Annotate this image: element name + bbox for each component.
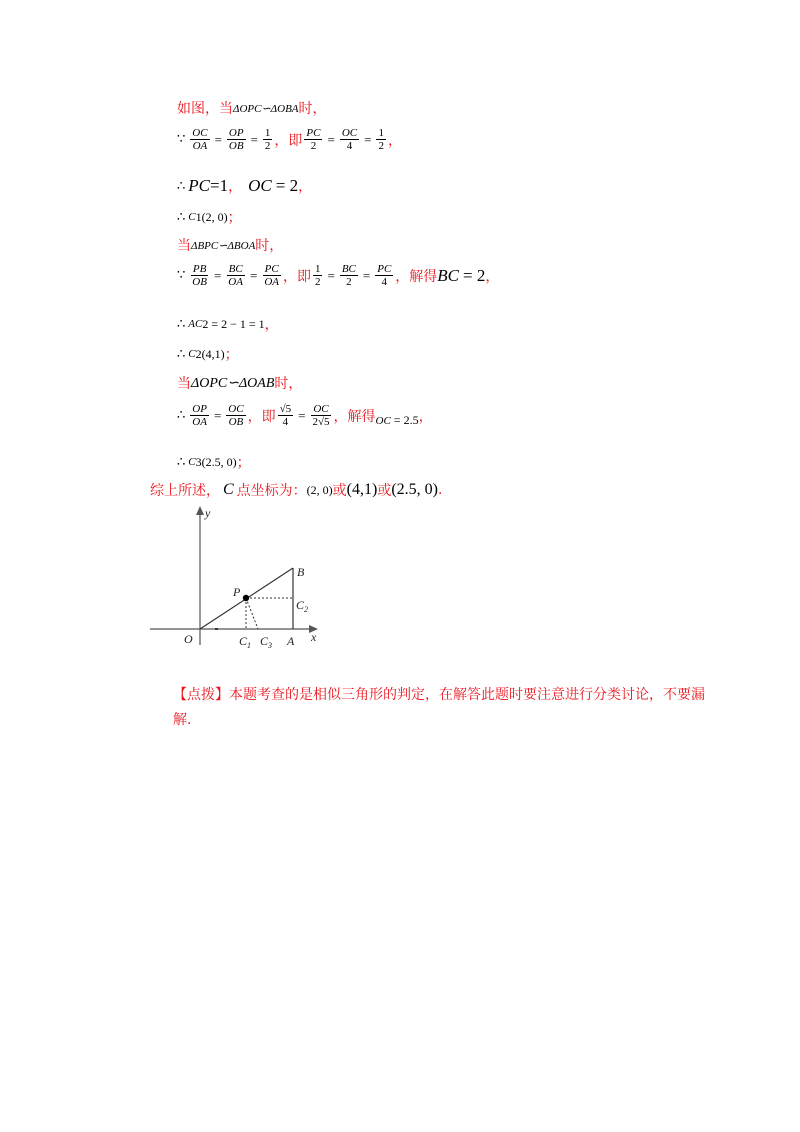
denominator: 2 bbox=[346, 276, 352, 288]
text-end: ； bbox=[224, 347, 239, 363]
fraction bbox=[226, 263, 245, 288]
therefore-symbol: ∴ bbox=[177, 316, 186, 332]
fraction bbox=[227, 127, 246, 152]
equals: = bbox=[364, 131, 372, 147]
denominator: OA bbox=[264, 276, 279, 288]
text-prefix: 如图，当 bbox=[177, 101, 233, 117]
line-case3-header bbox=[177, 373, 302, 393]
text-suffix: 时， bbox=[255, 238, 284, 254]
equals: = bbox=[250, 131, 258, 147]
text-mid: 点坐标为： bbox=[236, 483, 307, 499]
therefore-symbol: ∴ bbox=[177, 454, 186, 470]
similar-expr: ΔBPC∽ΔBOA bbox=[191, 239, 256, 252]
equals: = bbox=[213, 267, 222, 283]
label-o: O bbox=[184, 632, 193, 646]
because-symbol: ∵ bbox=[177, 268, 186, 283]
numerator: OC bbox=[313, 403, 329, 415]
similar-expr: ΔOPC∽ΔOBA bbox=[233, 102, 299, 115]
answer-point-1: (2, 0) bbox=[306, 482, 333, 497]
numerator: PC bbox=[306, 127, 321, 139]
numerator: PB bbox=[192, 263, 207, 275]
math-oc: OC bbox=[375, 414, 391, 427]
y-axis-arrow bbox=[196, 506, 204, 515]
line-case1-header bbox=[177, 98, 327, 118]
text-suffix: 时， bbox=[274, 376, 303, 392]
text-sep: ，即 bbox=[274, 132, 303, 149]
label-c1: $C_1$ bbox=[239, 634, 252, 650]
text-or: 或 bbox=[377, 483, 392, 499]
label-c2: $C_2$ bbox=[296, 598, 309, 614]
answer-point-3: (2.5, 0) bbox=[391, 481, 438, 498]
point-coord: (2.5, 0) bbox=[201, 454, 237, 469]
text-prefix: 综上所述， bbox=[150, 483, 220, 499]
math-bc: BC bbox=[437, 265, 460, 285]
line-case2-ratio bbox=[177, 263, 499, 288]
label-x: x bbox=[311, 630, 317, 644]
therefore-symbol: ∴ bbox=[177, 209, 186, 225]
denominator: OA bbox=[228, 276, 243, 288]
text-sep: ， bbox=[228, 179, 243, 195]
math-oc: OC bbox=[248, 176, 272, 195]
math-ac: AC bbox=[188, 318, 203, 330]
text-end: ， bbox=[298, 179, 313, 195]
equals: = bbox=[214, 131, 222, 147]
text-or: 或 bbox=[332, 483, 347, 499]
label-y: y bbox=[205, 506, 211, 520]
numerator: BC bbox=[228, 263, 243, 275]
numerator: BC bbox=[341, 263, 356, 275]
denominator: 2√5 bbox=[312, 416, 330, 428]
text-prefix: 当 bbox=[177, 376, 191, 392]
label-b: B bbox=[297, 565, 305, 579]
therefore-symbol: ∴ bbox=[177, 346, 186, 362]
label-a: A bbox=[287, 634, 295, 648]
point-label: C bbox=[188, 348, 196, 360]
fraction bbox=[304, 127, 322, 152]
text-end: ； bbox=[227, 210, 242, 226]
denominator: OB bbox=[228, 416, 244, 428]
math-eq: = 2 bbox=[463, 265, 486, 285]
fraction bbox=[278, 403, 294, 428]
point-coord: (2, 0) bbox=[201, 209, 228, 224]
text-sep: ，即 bbox=[282, 268, 311, 285]
point-label: C bbox=[188, 211, 196, 223]
line-case1-result bbox=[177, 176, 312, 196]
numerator: 1 bbox=[264, 127, 271, 139]
fraction bbox=[190, 263, 209, 288]
geometry-figure bbox=[145, 505, 345, 655]
point-subscript: 3 bbox=[195, 454, 202, 469]
line-case1-ratio bbox=[177, 127, 402, 152]
label-c3: $C_3$ bbox=[260, 634, 273, 650]
math-subscript: 2 bbox=[202, 316, 209, 331]
fraction bbox=[226, 403, 245, 428]
hint-text: 【点拨】本题考查的是相似三角形的判定，在解答此题时要注意进行分类讨论，不要漏解. bbox=[173, 687, 705, 728]
denominator: OB bbox=[228, 140, 244, 152]
equals: = bbox=[327, 131, 335, 147]
because-symbol: ∵ bbox=[177, 132, 186, 147]
text-solve: ，解得 bbox=[333, 408, 376, 425]
text-end: ， bbox=[264, 317, 279, 333]
numerator: PC bbox=[264, 263, 279, 275]
line-case3-ratio bbox=[177, 403, 433, 428]
text-sep: ，即 bbox=[247, 408, 276, 425]
line-case3-point bbox=[177, 452, 251, 472]
fraction bbox=[190, 403, 209, 428]
denominator: OA bbox=[192, 140, 208, 152]
text-prefix: 当 bbox=[177, 238, 191, 254]
denominator: OA bbox=[192, 416, 207, 428]
fraction bbox=[375, 263, 393, 288]
segment-pc3 bbox=[246, 598, 258, 629]
line-case1-point bbox=[177, 207, 242, 227]
text-end: ， bbox=[418, 408, 433, 425]
math-eq: =1 bbox=[210, 176, 229, 195]
numerator: OP bbox=[192, 403, 207, 415]
denominator: 4 bbox=[381, 276, 388, 288]
text-end: ， bbox=[485, 268, 500, 285]
text-end: ； bbox=[236, 455, 251, 471]
equals: = bbox=[362, 267, 371, 283]
numerator: 1 bbox=[378, 127, 384, 139]
fraction bbox=[262, 263, 281, 288]
point-subscript: 1 bbox=[195, 209, 202, 224]
point-coord: (4,1) bbox=[201, 346, 225, 361]
numerator: OC bbox=[192, 127, 208, 139]
fraction bbox=[310, 403, 331, 428]
denominator: OB bbox=[192, 276, 207, 288]
fraction bbox=[340, 263, 358, 288]
fraction bbox=[313, 263, 323, 288]
fraction bbox=[190, 127, 209, 152]
line-summary bbox=[150, 480, 442, 500]
therefore-symbol: ∴ bbox=[177, 178, 186, 194]
fraction bbox=[376, 127, 386, 152]
denominator: 2 bbox=[310, 140, 317, 152]
line-case2-header bbox=[177, 235, 283, 255]
answer-point-2: (4,1) bbox=[346, 481, 378, 498]
equals: = bbox=[213, 407, 222, 423]
label-p: P bbox=[233, 585, 241, 599]
math-c: C bbox=[223, 481, 234, 498]
equals: = bbox=[298, 407, 306, 423]
numerator: OC bbox=[228, 403, 244, 415]
line-case2-point bbox=[177, 344, 239, 364]
line-case2-ac bbox=[177, 314, 279, 334]
denominator: 4 bbox=[282, 416, 289, 428]
text-solve: ，解得 bbox=[395, 268, 438, 285]
numerator: PC bbox=[377, 263, 392, 275]
equals: = bbox=[249, 267, 258, 283]
numerator: OC bbox=[341, 127, 358, 139]
math-eq: = 2 bbox=[275, 176, 299, 195]
denominator: 2 bbox=[314, 276, 321, 288]
fraction bbox=[263, 127, 273, 152]
math-eq: = 2.5 bbox=[393, 413, 419, 427]
point-subscript: 2 bbox=[195, 346, 202, 361]
text-end: ， bbox=[387, 132, 402, 149]
point-p bbox=[243, 595, 249, 601]
numerator: OP bbox=[228, 127, 244, 139]
denominator: 4 bbox=[346, 140, 353, 152]
numerator: 1 bbox=[314, 263, 321, 275]
hint-note bbox=[145, 683, 705, 733]
similar-expr: ΔOPC∽ΔOAB bbox=[191, 375, 275, 391]
math-pc: PC bbox=[188, 176, 211, 195]
fraction bbox=[340, 127, 359, 152]
therefore-symbol: ∴ bbox=[177, 408, 186, 423]
numerator: √5 bbox=[279, 403, 292, 415]
denominator: 2 bbox=[264, 140, 271, 152]
denominator: 2 bbox=[378, 140, 384, 152]
text-suffix: 时， bbox=[298, 101, 327, 117]
equals: = bbox=[327, 267, 335, 283]
point-label: C bbox=[188, 456, 196, 468]
math-eq: = 2 − 1 = 1 bbox=[211, 316, 265, 331]
text-end: . bbox=[437, 482, 443, 498]
